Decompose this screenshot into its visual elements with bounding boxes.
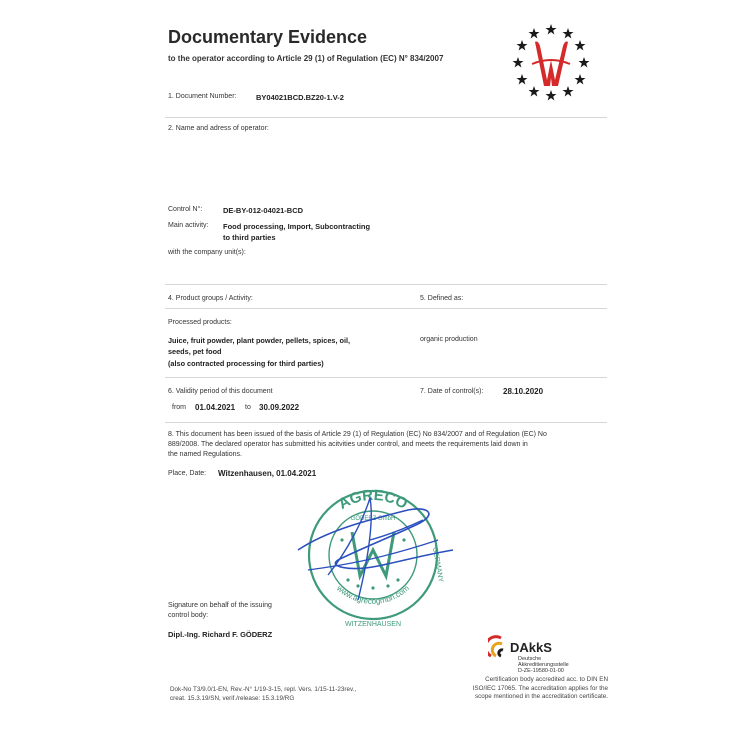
signatory-name: Dipl.-Ing. Richard F. GÖDERZ <box>168 630 273 639</box>
control-no-label: Control N°: <box>168 206 203 213</box>
divider <box>165 377 607 378</box>
main-activity-value-2: to third parties <box>223 233 276 242</box>
footer-line-1: Dok-No T3/9.0/1-EN, Rev.-N° 1/19-3-15, repl. Vers. 1/15-11-23rev., <box>170 686 357 693</box>
cert-line-2: ISO/IEC 17065. The accreditation applies for the <box>472 684 608 692</box>
stamp-inner-text: GÖDERZ GmbH <box>350 516 396 522</box>
divider <box>165 308 607 309</box>
document-title: Documentary Evidence <box>168 27 368 47</box>
stamp-top-text: AGRECO <box>335 486 411 513</box>
main-activity-value: Food processing, Import, Subcontracting <box>223 222 371 231</box>
dakks-line-2: Akkreditierungsstelle <box>518 662 569 668</box>
stamp-url-text: www.agrecogmbh.com <box>335 583 411 606</box>
doc-number-label: 1. Document Number: <box>168 93 237 100</box>
validity-from-label: from <box>172 404 186 411</box>
operator-label: 2. Name and adress of operator: <box>168 125 269 132</box>
agreco-logo-icon <box>508 20 594 106</box>
signature-label-2: control body: <box>168 612 209 619</box>
validity-to-value: 30.09.2022 <box>259 403 300 412</box>
cert-line-3: scope mentioned in the accreditation certificate. <box>474 693 608 700</box>
dakks-line-1: Deutsche <box>518 656 542 662</box>
stamp-right-text: GERMANY <box>430 546 444 583</box>
cert-line-1: Certification body accredited acc. to DIN EN <box>485 676 608 683</box>
declaration-line-2: 889/2008. The declared operator has submitted his acitvities under control, and meets the requirements laid down in <box>168 441 528 448</box>
dakks-line-3: D-ZE-19580-01-00 <box>518 668 564 674</box>
products-line-2: seeds, pet food <box>168 347 222 356</box>
validity-label: 6. Validity period of this document <box>168 388 273 395</box>
control-no-value: DE-BY-012-04021-BCD <box>223 206 304 215</box>
svg-text:www.agrecogmbh.com <box>334 583 411 606</box>
declaration-line-1: 8. This document has been issued of the basis of Article 29 (1) of Regulation (EC) No 834/2007 and of Regulation (EC) No <box>168 431 547 438</box>
control-date-label: 7. Date of control(s): <box>420 388 484 395</box>
signature-label-1: Signature on behalf of the issuing <box>168 602 272 609</box>
defined-as-value: organic production <box>420 336 478 343</box>
divider <box>165 117 607 118</box>
divider <box>165 422 607 423</box>
declaration-line-3: the named Regulations. <box>168 451 242 458</box>
validity-to-label: to <box>245 404 251 411</box>
accreditation-note <box>448 676 608 702</box>
place-date-label: Place, Date: <box>168 470 207 477</box>
dakks-brand: DAkkS <box>510 640 552 655</box>
products-line-3: (also contracted processing for third parties) <box>168 359 324 368</box>
document-footer <box>170 685 430 703</box>
place-date-value: Witzenhausen, 01.04.2021 <box>218 469 317 478</box>
stamp-bottom-text: WITZENHAUSEN <box>345 621 401 628</box>
footer-line-2: creat. 15.3.19/SN, verif./release: 15.3.19/RG <box>170 695 295 702</box>
divider <box>165 284 607 285</box>
doc-number-value: BY04021BCD.BZ20-1.V-2 <box>256 93 344 102</box>
validity-from-value: 01.04.2021 <box>195 403 236 412</box>
products-line-1: Juice, fruit powder, plant powder, pellets, spices, oil, <box>168 336 351 345</box>
document-subtitle: to the operator according to Article 29 (1) of Regulation (EC) N° 834/2007 <box>168 54 444 63</box>
control-date-value: 28.10.2020 <box>503 387 544 396</box>
product-groups-label: 4. Product groups / Activity: <box>168 295 253 302</box>
main-activity-label: Main activity: <box>168 222 209 229</box>
defined-as-label: 5. Defined as: <box>420 295 464 302</box>
official-stamp-icon <box>288 480 458 630</box>
company-units-label: with the company unit(s): <box>168 249 246 256</box>
dakks-logo-icon <box>488 634 510 660</box>
processed-products-label: Processed products: <box>168 319 232 326</box>
